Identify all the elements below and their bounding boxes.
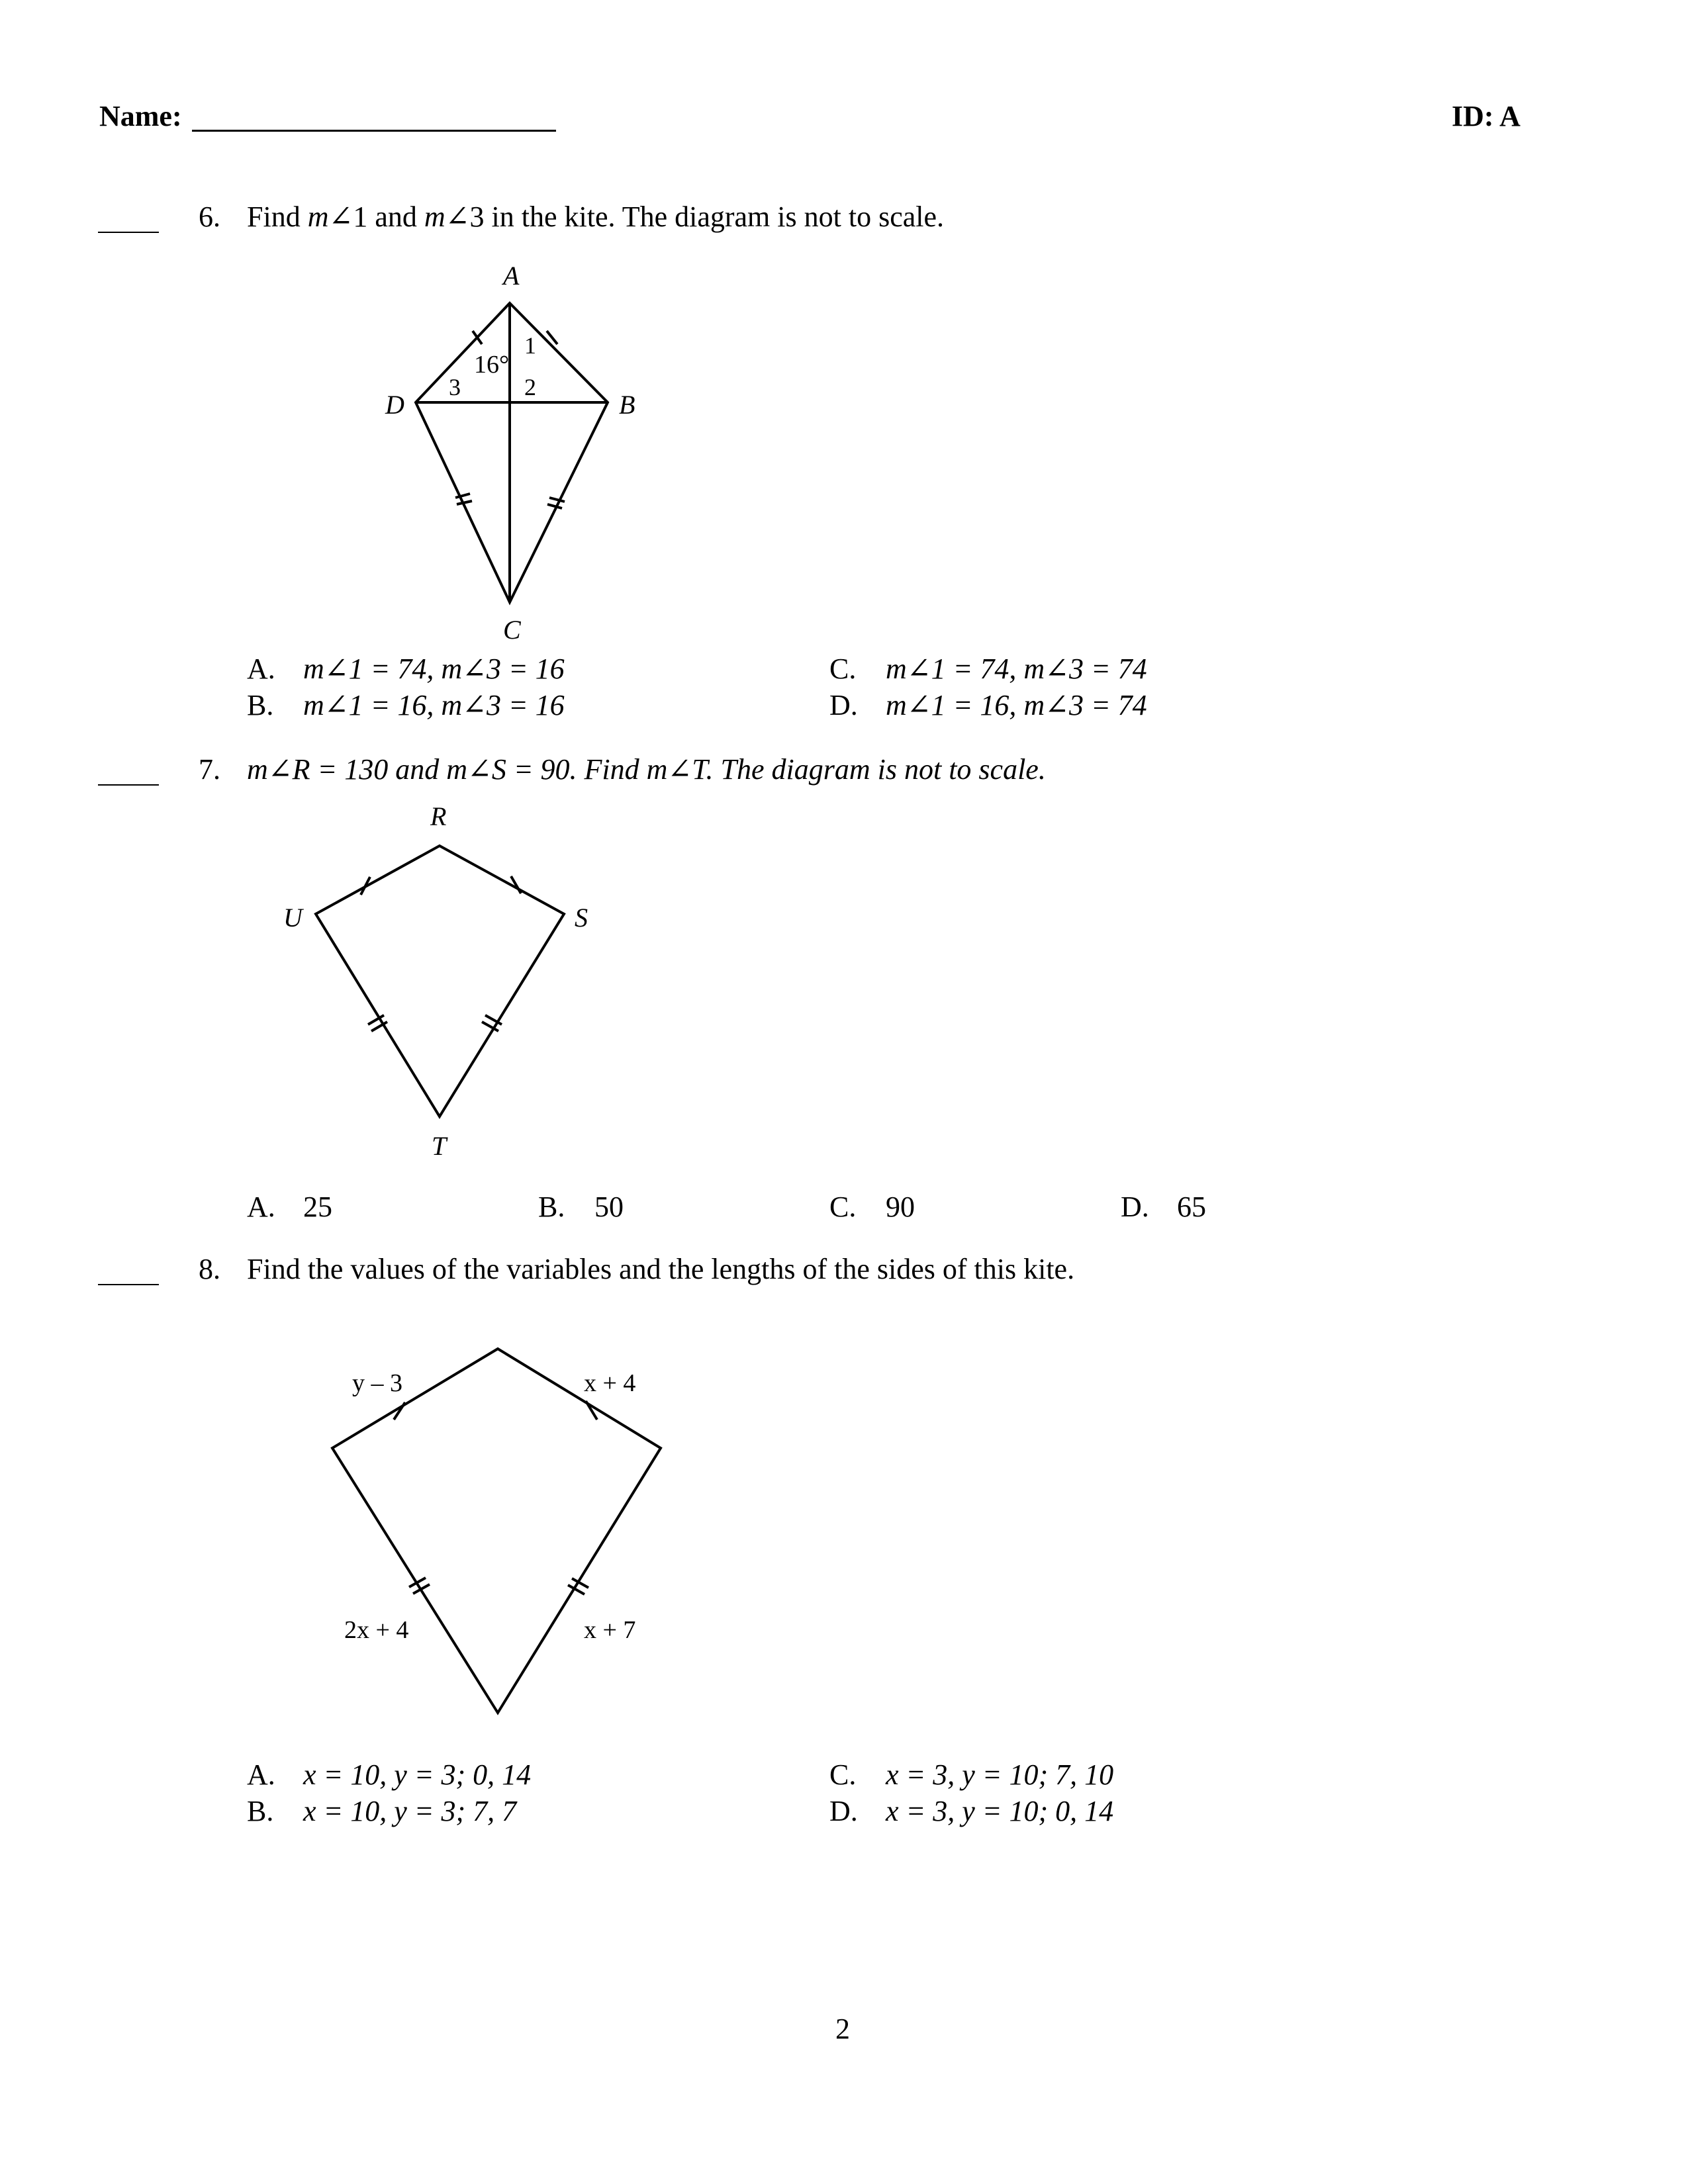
- question-number-6: 6.: [199, 201, 220, 233]
- vertex-label-c: C: [503, 615, 521, 645]
- vertex-label-t: T: [432, 1131, 447, 1161]
- choice-8d[interactable]: D. x = 3, y = 10; 0, 14: [829, 1795, 1114, 1827]
- name-label: Name:: [99, 100, 182, 132]
- vertex-label-s: S: [575, 903, 588, 933]
- vertex-label-a: A: [503, 261, 520, 291]
- page-number: 2: [835, 2013, 850, 2045]
- side-label-bottom-right: x + 7: [584, 1616, 636, 1644]
- choice-8a[interactable]: A. x = 10, y = 3; 0, 14: [247, 1758, 532, 1791]
- question-text-6: Find m∠1 and m∠3 in the kite. The diagram is not to scale.: [247, 201, 945, 233]
- choice-6c[interactable]: C. m∠1 = 74, m∠3 = 74: [829, 653, 1147, 685]
- vertex-label-d: D: [385, 390, 404, 420]
- angle-label-3: 3: [449, 374, 461, 400]
- choice-7c[interactable]: C. 90: [829, 1191, 915, 1223]
- angle-label-16: 16°: [474, 351, 510, 379]
- vertex-label-b: B: [619, 390, 635, 420]
- vertex-label-r: R: [430, 801, 447, 831]
- kite-variables-figure: [332, 1349, 661, 1713]
- choice-7b[interactable]: B. 50: [538, 1191, 624, 1223]
- side-label-top-right: x + 4: [584, 1369, 636, 1397]
- question-text-8: Find the values of the variables and the lengths of the sides of this kite.: [247, 1253, 1075, 1285]
- angle-label-2: 2: [524, 374, 536, 400]
- choice-7d[interactable]: D. 65: [1121, 1191, 1206, 1223]
- question-text-7: m∠R = 130 and m∠S = 90. Find m∠T. The diagram is not to scale.: [247, 753, 1046, 786]
- choice-6b[interactable]: B. m∠1 = 16, m∠3 = 16: [247, 689, 565, 721]
- choice-6a[interactable]: A. m∠1 = 74, m∠3 = 16: [247, 653, 565, 685]
- answer-blank-7[interactable]: [98, 784, 159, 786]
- kite-abcd-figure: [416, 303, 608, 602]
- angle-label-1: 1: [524, 332, 536, 359]
- choice-6d[interactable]: D. m∠1 = 16, m∠3 = 74: [829, 689, 1147, 721]
- question-number-7: 7.: [199, 753, 220, 786]
- id-label: ID: A: [1452, 100, 1521, 132]
- question-number-8: 8.: [199, 1253, 220, 1285]
- side-label-bottom-left: 2x + 4: [344, 1616, 409, 1644]
- kite-rstu-labels: [283, 801, 588, 1161]
- answer-blank-8[interactable]: [98, 1284, 159, 1285]
- choice-8b[interactable]: B. x = 10, y = 3; 7, 7: [247, 1795, 517, 1827]
- choice-7a[interactable]: A. 25: [247, 1191, 332, 1223]
- kite-rstu-figure: [316, 846, 564, 1116]
- choice-8c[interactable]: C. x = 3, y = 10; 7, 10: [829, 1758, 1114, 1791]
- vertex-label-u: U: [283, 903, 303, 933]
- side-label-top-left: y – 3: [352, 1369, 402, 1397]
